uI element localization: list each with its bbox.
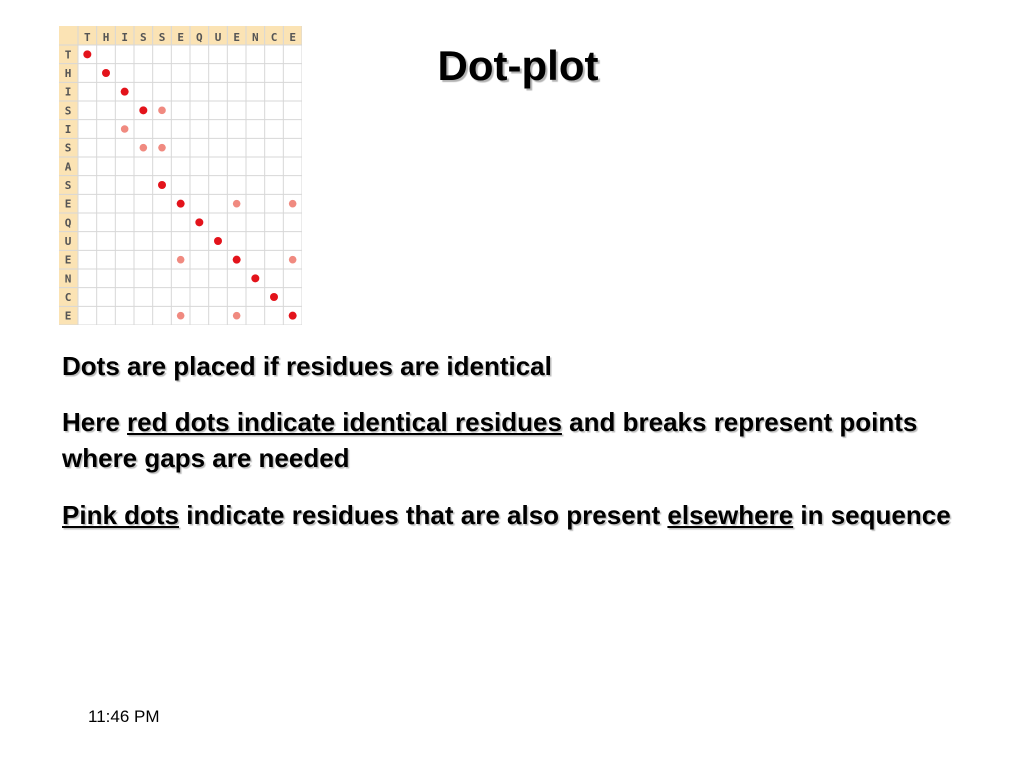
- elsewhere-link[interactable]: elsewhere: [667, 500, 794, 530]
- red-dots-link[interactable]: red dots indicate identical residues: [127, 407, 562, 437]
- pink-dots-link[interactable]: Pink dots: [62, 500, 180, 530]
- row-residue-label: U: [64, 235, 72, 248]
- red-dot: [139, 106, 147, 114]
- pink-dot: [140, 144, 148, 152]
- row-residue-label: Q: [64, 216, 72, 230]
- red-dot: [158, 181, 166, 189]
- column-residue-label: T: [84, 31, 91, 44]
- row-residue-label: E: [64, 309, 72, 323]
- red-dot: [177, 200, 185, 208]
- row-residue-label: T: [64, 48, 72, 62]
- row-residue-label: A: [64, 160, 72, 174]
- timestamp: 11:46 PM: [88, 707, 160, 726]
- red-dot: [251, 274, 259, 282]
- column-residue-label: E: [177, 31, 184, 44]
- pink-dot: [289, 256, 297, 264]
- paragraph-text: indicate residues that are also present: [179, 500, 668, 530]
- row-residue-label: I: [64, 123, 72, 136]
- red-dot: [102, 69, 110, 77]
- column-residue-label: N: [252, 31, 259, 44]
- paragraph-text: Here: [62, 407, 128, 437]
- paragraph-text: in sequence: [793, 500, 951, 530]
- red-dot: [233, 256, 241, 264]
- column-residue-label: S: [140, 31, 147, 44]
- row-residue-label: E: [64, 253, 72, 267]
- row-residue-label: S: [64, 179, 72, 192]
- dot-plot-matrix: [59, 26, 302, 325]
- red-dot: [195, 218, 203, 226]
- paragraph-red-dots: [62, 404, 962, 476]
- pink-dot: [158, 107, 166, 115]
- row-residue-label: I: [64, 85, 72, 99]
- pink-dot: [233, 200, 241, 208]
- row-residue-label: S: [64, 141, 72, 155]
- pink-dot: [177, 312, 185, 320]
- row-residue-label: E: [64, 197, 72, 211]
- pink-dot: [158, 144, 166, 152]
- red-dot: [83, 50, 91, 58]
- red-dot: [214, 237, 222, 245]
- red-dot: [289, 312, 297, 320]
- column-residue-label: C: [270, 31, 278, 44]
- column-residue-label: E: [289, 31, 296, 44]
- slide-title: Dot-plot: [437, 42, 599, 89]
- column-residue-label: I: [121, 31, 128, 44]
- column-residue-label: Q: [196, 31, 203, 44]
- column-residue-label: U: [214, 31, 222, 44]
- pink-dot: [289, 200, 297, 208]
- pink-dot: [121, 125, 129, 133]
- column-residue-label: S: [158, 31, 166, 44]
- paragraph-dots-placed: [62, 348, 962, 384]
- row-residue-label: N: [64, 272, 72, 286]
- pink-dot: [177, 256, 185, 264]
- paragraph-pink-dots: [62, 497, 962, 533]
- pink-dot: [233, 312, 241, 320]
- column-residue-label: E: [233, 31, 240, 44]
- row-residue-label: H: [64, 67, 72, 80]
- column-residue-label: H: [102, 31, 110, 44]
- red-dot: [270, 293, 278, 301]
- paragraph-text: and breaks represent points where gaps are needed: [62, 407, 918, 473]
- row-residue-label: C: [64, 291, 72, 304]
- red-dot: [121, 88, 129, 96]
- row-residue-label: S: [64, 104, 72, 118]
- paragraph-text: Dots are placed if residues are identical: [62, 351, 552, 381]
